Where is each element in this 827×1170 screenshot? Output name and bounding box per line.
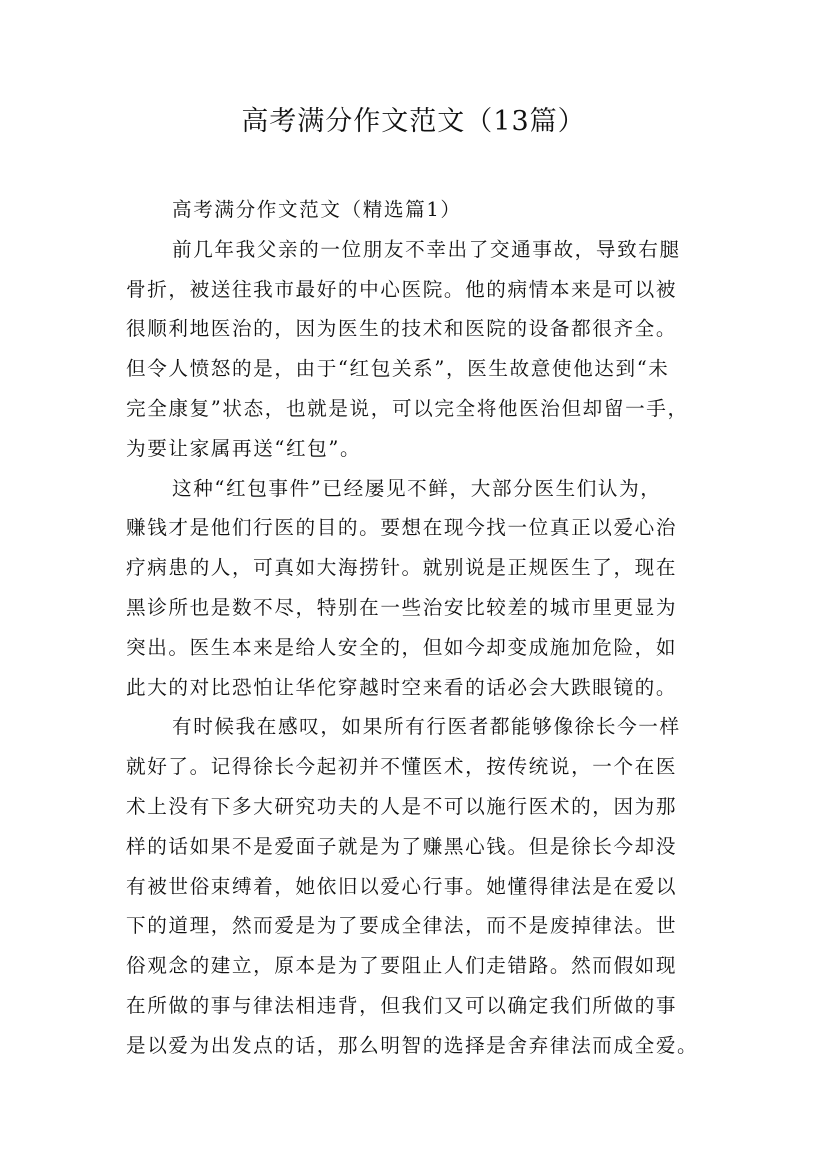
body-line: 术上没有下多大研究功夫的人是不可以施行医术的，因为那 bbox=[126, 794, 678, 818]
body-line: 有被世俗束缚着，她依旧以爱心行事。她懂得律法是在爱以 bbox=[126, 874, 678, 898]
body-line: 黑诊所也是数不尽，特别在一些治安比较差的城市里更显为 bbox=[126, 595, 678, 619]
body-line: 俗观念的建立，原本是为了要阻止人们走错路。然而假如现 bbox=[126, 954, 678, 978]
body-line: 下的道理，然而爱是为了要成全律法，而不是废掉律法。世 bbox=[126, 914, 678, 938]
document-title: 高考满分作文范文（13篇） bbox=[241, 106, 586, 137]
body-line: 是以爱为出发点的话，那么明智的选择是舍弃律法而成全爱。 bbox=[126, 1033, 699, 1057]
body-line: 有时候我在感叹，如果所有行医者都能够像徐长今一样 bbox=[172, 715, 681, 739]
body-line: 赚钱才是他们行医的目的。要想在现今找一位真正以爱心治 bbox=[126, 516, 678, 540]
body-line: 为要让家属再送“红包”。 bbox=[126, 436, 362, 460]
body-line: 高考满分作文范文（精选篇1） bbox=[172, 198, 462, 221]
body-line: 此大的对比恐怕让华佗穿越时空来看的话必会大跌眼镜的。 bbox=[126, 675, 678, 699]
body-line: 在所做的事与律法相违背，但我们又可以确定我们所做的事 bbox=[126, 993, 678, 1017]
body-line: 突出。医生本来是给人安全的，但如今却变成施加危险，如 bbox=[126, 635, 678, 659]
body-line: 就好了。记得徐长今起初并不懂医术，按传统说，一个在医 bbox=[126, 755, 678, 779]
document-body bbox=[126, 190, 716, 1066]
body-line: 完全康复”状态，也就是说，可以完全将他医治但却留一手， bbox=[126, 396, 689, 420]
body-line: 疗病患的人，可真如大海捞针。就别说是正规医生了，现在 bbox=[126, 556, 678, 580]
body-line: 骨折，被送往我市最好的中心医院。他的病情本来是可以被 bbox=[126, 277, 678, 301]
body-line: 样的话如果不是爱面子就是为了赚黑心钱。但是徐长今却没 bbox=[126, 834, 678, 858]
body-line: 这种“红包事件”已经屡见不鲜，大部分医生们认为， bbox=[172, 476, 662, 500]
body-line: 但令人愤怒的是，由于“红包关系”，医生故意使他达到“未 bbox=[126, 357, 670, 381]
body-line: 很顺利地医治的，因为医生的技术和医院的设备都很齐全。 bbox=[126, 317, 678, 341]
body-line: 前几年我父亲的一位朋友不幸出了交通事故，导致右腿 bbox=[172, 237, 681, 261]
